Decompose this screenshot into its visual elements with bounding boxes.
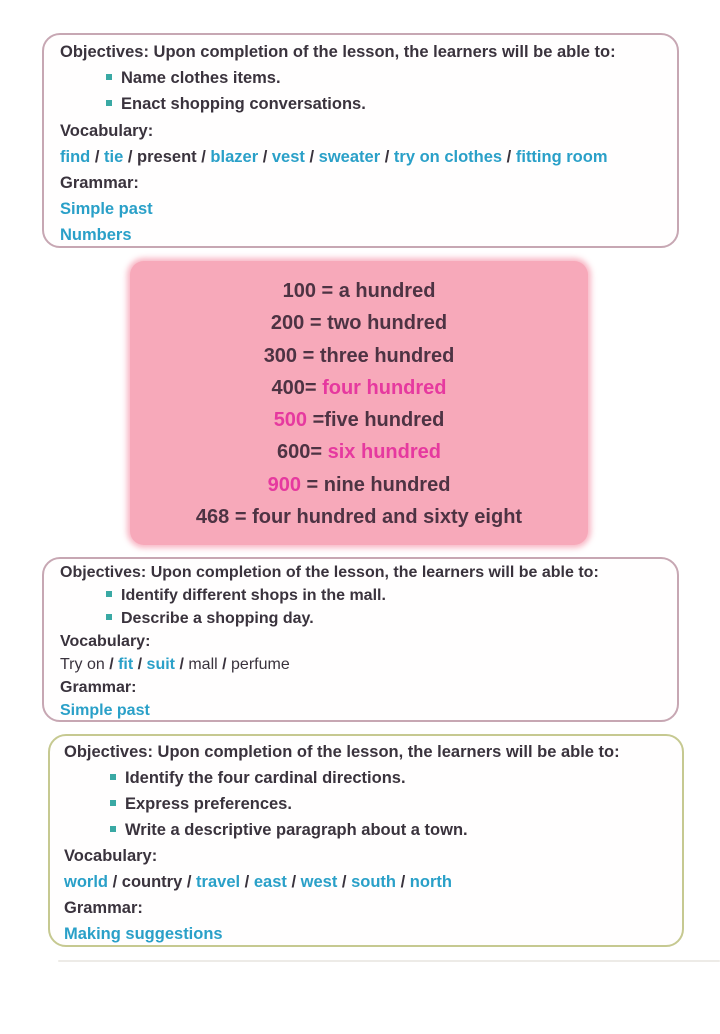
objective-bullet-row: [60, 65, 661, 91]
vocab-segment: /: [109, 656, 119, 673]
vocab-segment: sweater: [318, 147, 381, 166]
number-segment: 500: [273, 409, 308, 432]
vocab-segment: /: [196, 147, 211, 166]
vocab-segment: country: [121, 873, 183, 891]
grammar-item: Numbers: [60, 226, 132, 245]
vocab-segment: blazer: [210, 147, 259, 166]
vocab-segment: /: [123, 147, 138, 166]
number-segment: 200 = two hundred: [270, 312, 448, 335]
vocabulary-line: [60, 653, 661, 676]
vocab-segment: try on clothes: [393, 147, 503, 166]
vocab-segment: /: [502, 147, 516, 166]
objective-text: Name clothes items.: [121, 69, 281, 88]
objectives-heading: [64, 739, 668, 765]
number-line: [130, 501, 588, 533]
objective-bullet-row: [64, 791, 668, 817]
vocab-segment: suit: [146, 656, 175, 673]
number-line: [130, 340, 588, 372]
objective-bullet-row: [64, 765, 668, 791]
objectives-bullet-list: [60, 65, 661, 117]
bullet-square-icon: [106, 591, 112, 597]
vocabulary-label: Vocabulary:: [64, 847, 158, 865]
vocab-segment: /: [396, 873, 410, 891]
vocab-segment: /: [337, 873, 352, 891]
objective-text: Write a descriptive paragraph about a town.: [125, 821, 468, 839]
objectives-heading: [60, 561, 661, 584]
vocab-segment: /: [182, 873, 197, 891]
lesson-objectives-card-3: [48, 734, 684, 947]
objective-bullet-row: [60, 91, 661, 117]
vocab-segment: north: [409, 873, 452, 891]
grammar-list: [60, 699, 661, 722]
number-line: [130, 469, 588, 501]
vocab-segment: /: [286, 873, 301, 891]
number-segment: =five hundred: [307, 409, 445, 432]
number-line: [130, 372, 588, 404]
grammar-label: Grammar:: [64, 899, 143, 917]
objectives-text: Upon completion of the lesson, the learners will be able to:: [152, 743, 620, 761]
objective-text: Identify the four cardinal directions.: [125, 769, 406, 787]
bullet-square-icon: [106, 100, 112, 106]
number-segment: four hundred: [322, 376, 447, 399]
objectives-text: Upon completion of the lesson, the learners will be able to:: [148, 43, 616, 61]
vocab-segment: /: [108, 873, 122, 891]
vocabulary-label: Vocabulary:: [60, 633, 151, 650]
objectives-label: Objectives:: [64, 743, 153, 761]
number-line: [130, 404, 588, 436]
number-segment: 468 = four hundred and sixty eight: [195, 506, 523, 529]
grammar-item: Making suggestions: [64, 925, 223, 943]
vocab-segment: perfume: [231, 656, 290, 673]
vocab-segment: world: [64, 873, 108, 891]
vocab-segment: /: [175, 656, 189, 673]
objective-bullet-row: [60, 584, 661, 607]
vocab-segment: south: [351, 873, 397, 891]
objective-text: Describe a shopping day.: [121, 610, 314, 627]
objectives-bullet-list: [64, 765, 668, 843]
vocab-segment: vest: [271, 147, 305, 166]
objectives-heading: [60, 39, 661, 65]
grammar-label: Grammar:: [60, 679, 137, 696]
grammar-item: Simple past: [60, 702, 150, 719]
grammar-item: Simple past: [60, 200, 153, 219]
number-segment: six hundred: [327, 441, 441, 464]
vocab-segment: fitting room: [515, 147, 608, 166]
vocab-segment: /: [258, 147, 272, 166]
objective-text: Identify different shops in the mall.: [121, 587, 386, 604]
vocab-segment: mall: [188, 656, 218, 673]
number-line: [130, 307, 588, 339]
objectives-label: Objectives:: [60, 564, 147, 581]
vocab-segment: /: [90, 147, 105, 166]
grammar-label: Grammar:: [60, 174, 139, 193]
bullet-square-icon: [106, 74, 112, 80]
objective-bullet-row: [64, 817, 668, 843]
vocab-segment: /: [380, 147, 394, 166]
number-segment: = nine hundred: [300, 473, 451, 496]
lesson-objectives-card-2: [42, 557, 679, 722]
vocab-segment: present: [137, 147, 197, 166]
number-segment: 400=: [271, 376, 323, 399]
vocab-segment: find: [60, 147, 91, 166]
number-line: [130, 275, 588, 307]
vocab-segment: Try on: [60, 656, 110, 673]
lesson-objectives-card-1: [42, 33, 679, 248]
objective-text: Enact shopping conversations.: [121, 95, 366, 114]
page-separator-line: [58, 960, 720, 962]
numbers-panel: [130, 261, 588, 545]
objective-bullet-row: [60, 607, 661, 630]
number-segment: 100 = a hundred: [282, 280, 436, 302]
bullet-square-icon: [110, 800, 116, 806]
number-segment: 300 = three hundred: [263, 344, 455, 367]
vocab-segment: /: [133, 656, 147, 673]
objectives-text: Upon completion of the lesson, the learners will be able to:: [146, 564, 599, 581]
grammar-list: [64, 921, 668, 947]
number-line: [130, 436, 588, 468]
bullet-square-icon: [106, 614, 112, 620]
vocab-segment: /: [240, 873, 254, 891]
vocab-segment: /: [304, 147, 319, 166]
vocabulary-line: [64, 869, 668, 895]
number-segment: 900: [267, 473, 301, 496]
objective-text: Express preferences.: [125, 795, 292, 813]
vocab-segment: travel: [196, 873, 241, 891]
objectives-label: Objectives:: [60, 43, 149, 61]
bullet-square-icon: [110, 774, 116, 780]
vocab-segment: fit: [118, 656, 134, 673]
numbers-line-list: [130, 275, 588, 533]
vocab-segment: west: [300, 873, 338, 891]
grammar-list: [60, 196, 661, 248]
vocab-segment: east: [253, 873, 287, 891]
vocabulary-line: [60, 144, 661, 170]
vocab-segment: tie: [104, 147, 124, 166]
vocab-segment: /: [217, 656, 232, 673]
vocabulary-label: Vocabulary:: [60, 121, 154, 140]
bullet-square-icon: [110, 826, 116, 832]
objectives-bullet-list: [60, 584, 661, 630]
number-segment: 600=: [277, 441, 328, 464]
